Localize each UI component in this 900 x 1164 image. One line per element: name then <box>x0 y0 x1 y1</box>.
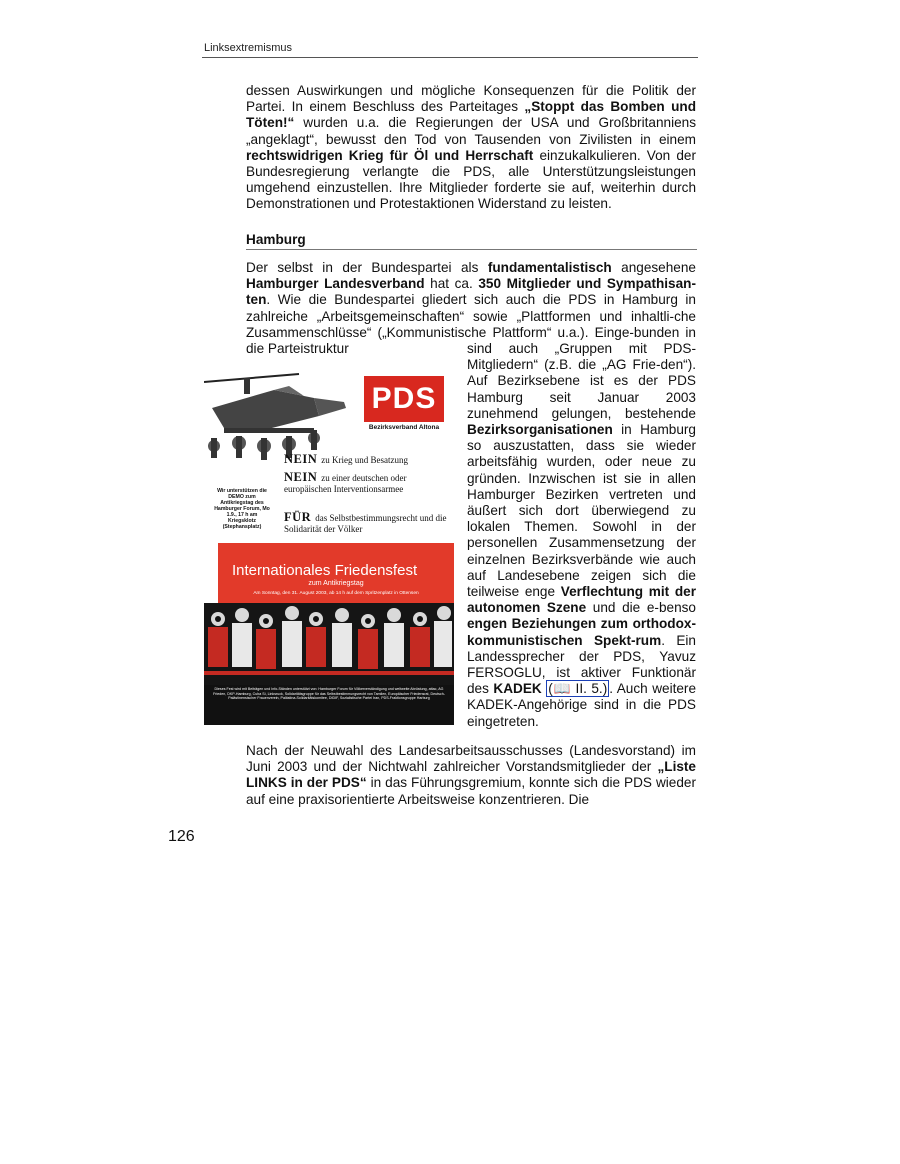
text-run: sind auch „Gruppen mit PDS-Mitgliedern“ (z.B. die „AG Frie-den“). Auf Bezirksebene ist es der PDS Hamburg seit Januar 2003 zunehmend gelungen, bestehende <box>467 341 696 421</box>
slogan-1: NEIN zu Krieg und Besatzung <box>284 452 408 466</box>
bold-run: „Stoppt das Bomben und Töten!“ <box>246 99 696 131</box>
bold-run: Hamburger Landesverband <box>246 276 425 292</box>
pds-poster-image <box>204 368 454 725</box>
bold-run: fundamentalistisch <box>487 260 612 275</box>
bold-run: 350 Mitglieder und Sympathisan-ten <box>246 276 696 308</box>
paragraph-right-column <box>467 341 696 730</box>
poster-footer-text: Dieses Fest wird mit Beiträgen und Info-Ständen unterstützt von: Hamburger Forum für Völkerverständigung und weltweite Abrüstung, attac, AG Frieden, DKP-Hamburg, Cuba Sí, Linksruck, Solidaritätsgruppe für das Selbstbestimmungsrecht von Tamilen, Europäischer Friedensrat, Deutsch-Palästinensischer Frauenverein, Palästina-Solidaritätskomitee, DIDIF, Sozialistische Partei Iran, PDS-Fraktionsgruppe Harburg <box>213 687 445 701</box>
text-run: angesehene <box>611 260 696 275</box>
paragraph-landesvorstand <box>246 743 696 808</box>
festival-title: Internationales Friedensfest <box>232 562 418 579</box>
festival-date: Am Sonntag, den 31. August 2003, ab 14 h auf dem Spritzenplatz in Ottensen <box>253 591 419 596</box>
text-run: dessen Auswirkungen und mögliche Konsequenzen für die Politik der Partei. In einem Beschluss des Parteitages <box>246 83 696 115</box>
festival-subtitle: zum Antikriegstag <box>308 580 364 587</box>
paragraph-intro <box>246 83 696 213</box>
bold-run: KADEK <box>493 681 542 697</box>
text-run: in Hamburg so auszustatten, dass sie wieder arbeitsfähig wurden, oder neue zu gründen. Inzwischen ist sie in allen Hamburger Bezirken vertreten und äußert sich dort überwiegend zu lokalen Themen. Sowohl in der personellen Zusammensetzung der einzelnen Bezirksverbände wie auch auf Landesebene zeigen sich die teilweise enge <box>467 422 696 600</box>
bold-run: Verflechtung mit der autonomen Szene <box>467 584 696 616</box>
text-run: . Wie die Bundespartei gliedert sich auch die PDS in Hamburg in zahlreiche „Arbeitsgemeinschaften“ sowie „Plattformen und inhaltli-che Zusammenschlüsse“ („Kommunistische Plattform“ u.a.). Einge-bunden in die Parteistruktur <box>246 292 696 357</box>
slogan-2: NEIN zu einer deutschen oder europäischen Interventionsarmee <box>284 470 407 494</box>
pds-logo-subtitle: Bezirksverband Altona <box>368 424 440 431</box>
demo-note: Wir unterstützen die DEMO zum Antikriegstag des Hamburger Forum, Mo 1.9., 17 h am Kriegsklotz (Stephansplatz) <box>214 488 270 530</box>
crowd-figures <box>204 603 454 685</box>
bold-run: rechtswidrigen Krieg für Öl und Herrschaft <box>246 147 534 163</box>
cross-reference-link[interactable]: (📖 II. 5.) <box>548 681 608 697</box>
bold-run: Bezirksorganisationen <box>467 422 613 438</box>
slogan-3: FÜR das Selbstbestimmungsrecht und die Solidarität der Völker <box>284 510 447 534</box>
bold-run: engen Beziehungen zum orthodox-kommunistischen Spekt-rum <box>467 616 696 648</box>
header-rule <box>202 57 698 58</box>
text-run: Der selbst in der Bundespartei als <box>246 260 488 275</box>
running-head: Linksextremismus <box>204 42 293 54</box>
text-run: . Ein Landessprecher der PDS, Yavuz FERSOGLU, ist aktiver Funktionär des <box>467 632 696 697</box>
text-run: in das Führungsgremium, konnte sich die PDS wieder auf eine praxisorientierte Arbeitsweise konzentrieren. Die <box>246 775 696 807</box>
text-run: wurden u.a. die Regierungen der USA und Großbritanniens „angeklagt“, bewusst den Tod von Tausenden von Zivilisten in einem <box>246 115 696 147</box>
pds-logo: PDS <box>364 376 444 422</box>
text-run: hat ca. <box>424 276 479 292</box>
section-heading-hamburg: Hamburg <box>246 232 697 250</box>
poster-upper <box>204 368 454 543</box>
page-number: 126 <box>168 828 195 845</box>
festival-banner <box>218 543 454 603</box>
text-run: Nach der Neuwahl des Landesarbeitsausschusses (Landesvorstand) im Juni 2003 und der Nichtwahl zahlreicher Vorstandsmitglieder der <box>246 743 696 775</box>
text-run: einzukalkulieren. Von der Bundesregierung verlangte die PDS, alle Unterstützungsleistungen umgehend einzustellen. Ihre Mitglieder forderte sie auf, weiterhin durch Demonstrationen und Protestaktionen Widerstand zu leisten. <box>246 147 696 212</box>
text-run: . Auch weitere KADEK-Angehörige sind in die PDS eingetreten. <box>467 681 697 729</box>
crowd-illustration <box>204 603 454 725</box>
text-run: und die e-benso <box>586 600 696 616</box>
bold-run: „Liste LINKS in der PDS“ <box>246 759 696 791</box>
